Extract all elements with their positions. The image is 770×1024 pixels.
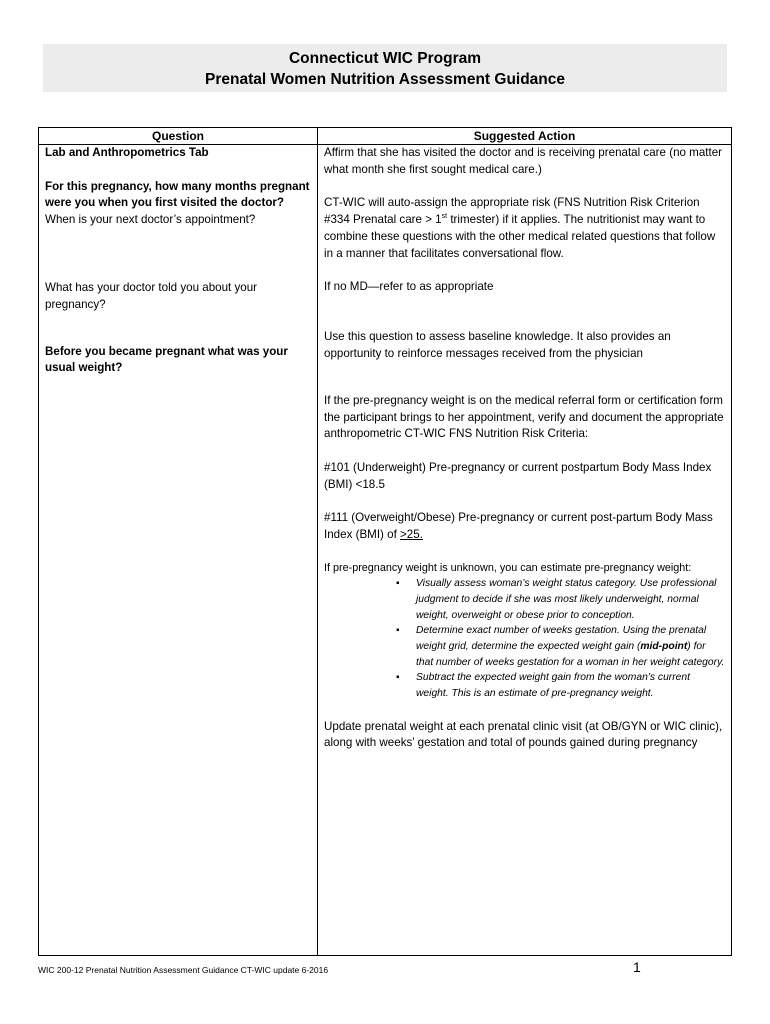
question-usual-weight: Before you became pregnant what was your usual weight? [45, 344, 288, 375]
list-item: ▪ Visually assess woman’s weight status category. Use professional judgment to decide if she was most likely underweight, normal weight, overweight or obese prior to conception. [396, 576, 725, 623]
criterion-111: #111 (Overweight/Obese) Pre-pregnancy or current post-partum Body Mass Index (BMI) of >25. [324, 511, 713, 542]
list-item: ▪ Subtract the expected weight gain from the woman’s current weight. This is an estimate of pre-pregnancy weight. [396, 670, 725, 701]
title-banner [43, 44, 727, 92]
assessment-table [38, 127, 732, 956]
action-baseline-knowledge: Use this question to assess baseline knowledge. It also provides an opportunity to reinforce messages received from the physician [324, 330, 671, 360]
criterion-101: #101 (Underweight) Pre-pregnancy or current postpartum Body Mass Index (BMI) <18.5 [324, 460, 712, 491]
list-item: ▪ Determine exact number of weeks gestation. Using the prenatal weight grid, determine the expected weight gain (mid-point) for that number of weeks gestation for a woman in her weight category. [396, 623, 725, 670]
lab-tab-label: Lab and Anthropometrics Tab [45, 146, 209, 159]
action-update-weight: Update prenatal weight at each prenatal clinic visit (at OB/GYN or WIC clinic), along with weeks’ gestation and total of pounds gained during pregnancy [324, 719, 723, 750]
page-number: 1 [633, 959, 641, 975]
header-suggested-action: Suggested Action [318, 128, 732, 145]
action-affirm: Affirm that she has visited the doctor and is receiving prenatal care (no matter what month she first sought medical care.) [324, 146, 723, 176]
question-cell [39, 145, 318, 956]
action-pre-pregnancy-weight: If the pre-pregnancy weight is on the medical referral form or certification form the participant brings to her appointment, verify and document the appropriate anthropometric CT-WIC FNS Nutrition Risk Criteria: [324, 393, 724, 441]
question-first-visit: For this pregnancy, how many months pregnant were you when you first visited the doctor? [45, 179, 310, 210]
action-cell [318, 145, 732, 956]
question-next-appointment: When is your next doctor’s appointment? [45, 213, 256, 227]
estimate-note: If pre-pregnancy weight is unknown, you can estimate pre-pregnancy weight: [324, 561, 692, 574]
action-auto-assign: CT-WIC will auto-assign the appropriate risk (FNS Nutrition Risk Criterion #334 Prenatal care > 1st trimester) if it applies. The nutritionist may want to combine these questions with the other medical related questions that follow in a manner that facilitates conversational flow. [324, 196, 716, 260]
title-line-2: Prenatal Women Nutrition Assessment Guidance [204, 71, 566, 88]
header-question: Question [39, 128, 318, 145]
title-line-1: Connecticut WIC Program [288, 50, 482, 67]
table-header-row [39, 128, 732, 145]
estimate-steps-list [324, 576, 725, 702]
table-row [39, 145, 732, 956]
action-no-md: If no MD—refer to as appropriate [324, 280, 494, 294]
page-footer: WIC 200-12 Prenatal Nutrition Assessment Guidance CT-WIC update 6-2016 [38, 965, 329, 975]
question-doctor-told: What has your doctor told you about your pregnancy? [45, 280, 258, 311]
